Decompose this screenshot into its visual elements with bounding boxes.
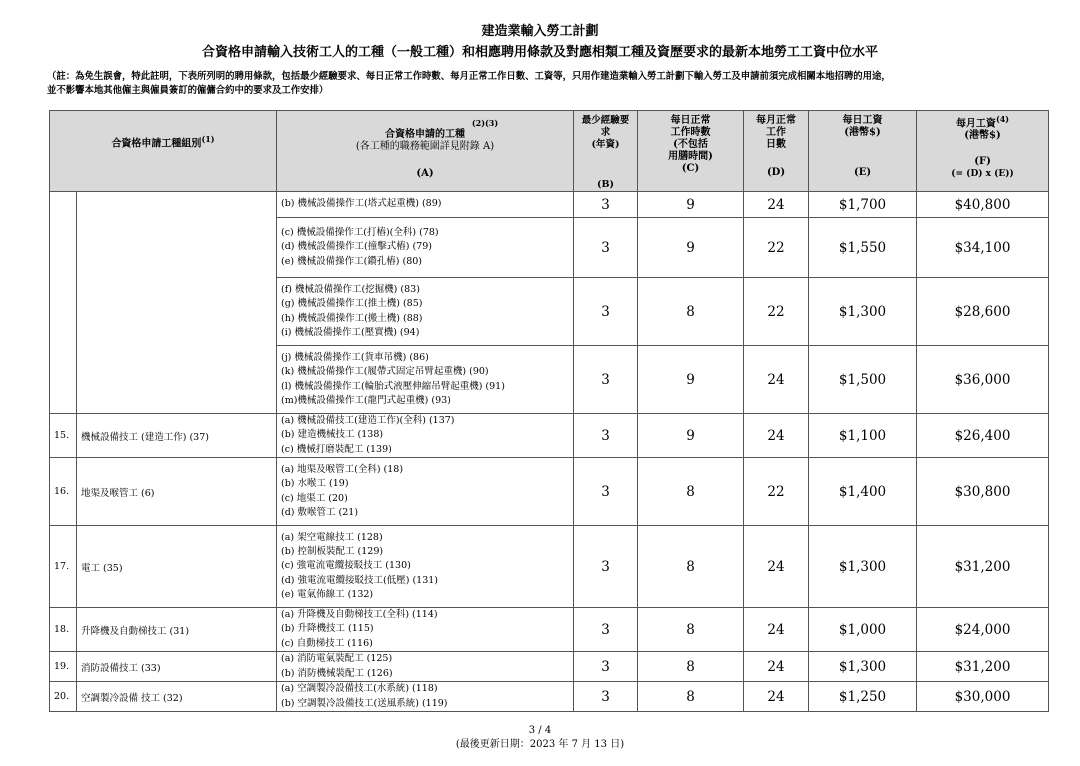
col-header-daily-wage: 每日工資 (港幣$) (E) [809, 111, 917, 192]
trade-item: (b) 建造機械技工 (138) [281, 429, 384, 441]
monthly-days: 22 [744, 218, 809, 278]
trade-item: (b) 水喉工 (19) [281, 478, 349, 490]
trade-list [277, 414, 574, 458]
trade-item: (d) 敷喉管工 (21) [281, 506, 359, 518]
monthly-days: 24 [744, 526, 809, 608]
monthly-wage: $26,400 [917, 414, 1049, 458]
trade-item: (j) 機械設備操作工(貨車吊機) (86) [281, 352, 429, 364]
col-header-trade: $^{(2)(3)}$ 合資格申請的工種 (各工種的職務範圍詳見附錄 A) (A) [277, 111, 574, 192]
group-name [77, 192, 277, 414]
monthly-wage: $30,800 [917, 458, 1049, 526]
trade-item: (a) 架空電線技工 (128) [281, 531, 383, 543]
trade-list [277, 458, 574, 526]
trade-item: (a) 空調製冷設備技工(水系統) (118) [281, 683, 438, 695]
monthly-wage: $34,100 [917, 218, 1049, 278]
trade-item: (e) 電氣佈線工 (132) [281, 588, 374, 600]
trade-item: (b) 機械設備操作工(塔式起重機) (89) [281, 198, 442, 210]
daily-hours: 8 [638, 278, 744, 346]
monthly-days: 24 [744, 652, 809, 682]
monthly-days: 24 [744, 414, 809, 458]
table-row [50, 682, 1049, 712]
daily-hours: 9 [638, 192, 744, 218]
document-title: 建造業輸入勞工計劃 [481, 24, 599, 39]
trade-item: (b) 消防機械裝配工 (126) [281, 667, 393, 679]
min-experience: 3 [574, 218, 638, 278]
daily-hours: 9 [638, 346, 744, 414]
trade-item: (b) 空調製冷設備技工(送風系統) (119) [281, 697, 448, 709]
trade-item: (b) 控制板裝配工 (129) [281, 546, 384, 558]
daily-wage: $1,000 [809, 608, 917, 652]
trade-list [277, 192, 574, 218]
last-updated: (最後更新日期：2023 年 7 月 13 日) [455, 739, 625, 750]
trade-item: (b) 升降機技工 (115) [281, 623, 374, 635]
group-name: 消防設備技工 (33) [77, 652, 277, 682]
daily-hours: 8 [638, 652, 744, 682]
trade-list [277, 682, 574, 712]
monthly-wage: $31,200 [917, 652, 1049, 682]
table-row [50, 608, 1049, 652]
min-experience: 3 [574, 682, 638, 712]
group-number: 15. [50, 414, 77, 458]
daily-hours: 8 [638, 608, 744, 652]
disclaimer-note [47, 70, 1047, 98]
document-subtitle: 合資格申請輸入技術工人的工種（一般工種）和相應聘用條款及對應相類工種及資歷要求的最新本地勞工工資中位水平 [201, 45, 878, 60]
min-experience: 3 [574, 652, 638, 682]
group-name: 升降機及自動梯技工 (31) [77, 608, 277, 652]
group-number: 20. [50, 682, 77, 712]
page-footer [0, 724, 1080, 752]
col-header-days: 每月正常 工作 日數 (D) [744, 111, 809, 192]
group-number: 17. [50, 526, 77, 608]
trade-list [277, 608, 574, 652]
trade-list [277, 526, 574, 608]
min-experience: 3 [574, 608, 638, 652]
note-line-1: （註：為免生誤會，特此註明，下表所列明的聘用條款，包括最少經驗要求、每日正常工作時數、每月正常工作日數、工資等，只用作建造業輸入勞工計劃下輸入勞工及申請前須完成相關本地招聘的用途， [47, 71, 891, 82]
group-name: 空調製冷設備 技工 (32) [77, 682, 277, 712]
table-row [50, 652, 1049, 682]
page-number: 3 / 4 [528, 725, 552, 736]
table-row [50, 192, 1049, 218]
col-header-monthly-wage: 每月工資$^{(4)}$ (港幣$) (F) (= (D) x (E)) [917, 111, 1049, 192]
trade-item: (k) 機械設備操作工(履帶式固定吊臂起重機) (90) [281, 366, 489, 378]
trade-item: (e) 機械設備操作工(鑽孔樁) (80) [281, 255, 423, 267]
note-line-2: 並不影響本地其他僱主與僱員簽訂的僱傭合約中的要求及工作安排） [47, 85, 329, 96]
monthly-wage: $24,000 [917, 608, 1049, 652]
trade-item: (d) 機械設備操作工(撞擊式樁) (79) [281, 241, 432, 253]
daily-wage: $1,500 [809, 346, 917, 414]
trade-item: (c) 自動梯技工 (116) [281, 637, 373, 649]
daily-hours: 8 [638, 458, 744, 526]
min-experience: 3 [574, 414, 638, 458]
table-row [50, 414, 1049, 458]
trade-item: (c) 機械打磨裝配工 (139) [281, 443, 392, 455]
trade-item: (a) 機械設備技工(建造工作)(全科) (137) [281, 415, 455, 427]
trade-list [277, 652, 574, 682]
daily-wage: $1,300 [809, 526, 917, 608]
min-experience: 3 [574, 526, 638, 608]
trade-item: (m)機械設備操作工(龍門式起重機) (93) [281, 394, 451, 406]
daily-hours: 9 [638, 218, 744, 278]
trade-item: (g) 機械設備操作工(推土機) (85) [281, 298, 423, 310]
monthly-wage: $36,000 [917, 346, 1049, 414]
min-experience: 3 [574, 346, 638, 414]
min-experience: 3 [574, 278, 638, 346]
group-name: 機械設備技工 (建造工作) (37) [77, 414, 277, 458]
monthly-days: 22 [744, 278, 809, 346]
wage-table [49, 110, 1049, 712]
col-header-group: 合資格申請工種組別$^{(1)}$ [50, 111, 277, 192]
group-number: 18. [50, 608, 77, 652]
group-name: 電工 (35) [77, 526, 277, 608]
group-number [50, 192, 77, 414]
monthly-wage: $40,800 [917, 192, 1049, 218]
trade-item: (h) 機械設備操作工(搬土機) (88) [281, 312, 423, 324]
monthly-days: 24 [744, 682, 809, 712]
trade-item: (c) 機械設備操作工(打樁)(全科) (78) [281, 227, 439, 239]
daily-hours: 8 [638, 682, 744, 712]
monthly-wage: $31,200 [917, 526, 1049, 608]
daily-wage: $1,400 [809, 458, 917, 526]
daily-wage: $1,300 [809, 652, 917, 682]
group-name: 地渠及喉管工 (6) [77, 458, 277, 526]
min-experience: 3 [574, 192, 638, 218]
daily-wage: $1,550 [809, 218, 917, 278]
monthly-days: 24 [744, 346, 809, 414]
monthly-wage: $30,000 [917, 682, 1049, 712]
trade-list [277, 346, 574, 414]
trade-item: (c) 強電流電纜接駁技工 (130) [281, 560, 411, 572]
daily-wage: $1,300 [809, 278, 917, 346]
trade-item: (a) 地渠及喉管工(全科) (18) [281, 464, 404, 476]
min-experience: 3 [574, 458, 638, 526]
col-header-experience: 最少經驗要求 (年資) (B) [574, 111, 638, 192]
group-number: 19. [50, 652, 77, 682]
monthly-days: 22 [744, 458, 809, 526]
col-header-hours: 每日正常 工作時數 (不包括 用膳時間) (C) [638, 111, 744, 192]
daily-wage: $1,100 [809, 414, 917, 458]
trade-item: (f) 機械設備操作工(挖掘機) (83) [281, 284, 420, 296]
trade-item: (a) 升降機及自動梯技工(全科) (114) [281, 609, 438, 621]
daily-hours: 8 [638, 526, 744, 608]
monthly-days: 24 [744, 192, 809, 218]
daily-wage: $1,700 [809, 192, 917, 218]
daily-wage: $1,250 [809, 682, 917, 712]
table-row [50, 458, 1049, 526]
trade-item: (c) 地渠工 (20) [281, 492, 348, 504]
daily-hours: 9 [638, 414, 744, 458]
group-number: 16. [50, 458, 77, 526]
trade-list [277, 278, 574, 346]
trade-item: (l) 機械設備操作工(輪胎式液壓伸縮吊臂起重機) (91) [281, 380, 505, 392]
trade-list [277, 218, 574, 278]
trade-item: (a) 消防電氣裝配工 (125) [281, 653, 393, 665]
trade-item: (i) 機械設備操作工(壓實機) (94) [281, 326, 420, 338]
trade-item: (d) 強電流電纜接駁技工(低壓) (131) [281, 574, 439, 586]
table-row [50, 526, 1049, 608]
monthly-wage: $28,600 [917, 278, 1049, 346]
monthly-days: 24 [744, 608, 809, 652]
